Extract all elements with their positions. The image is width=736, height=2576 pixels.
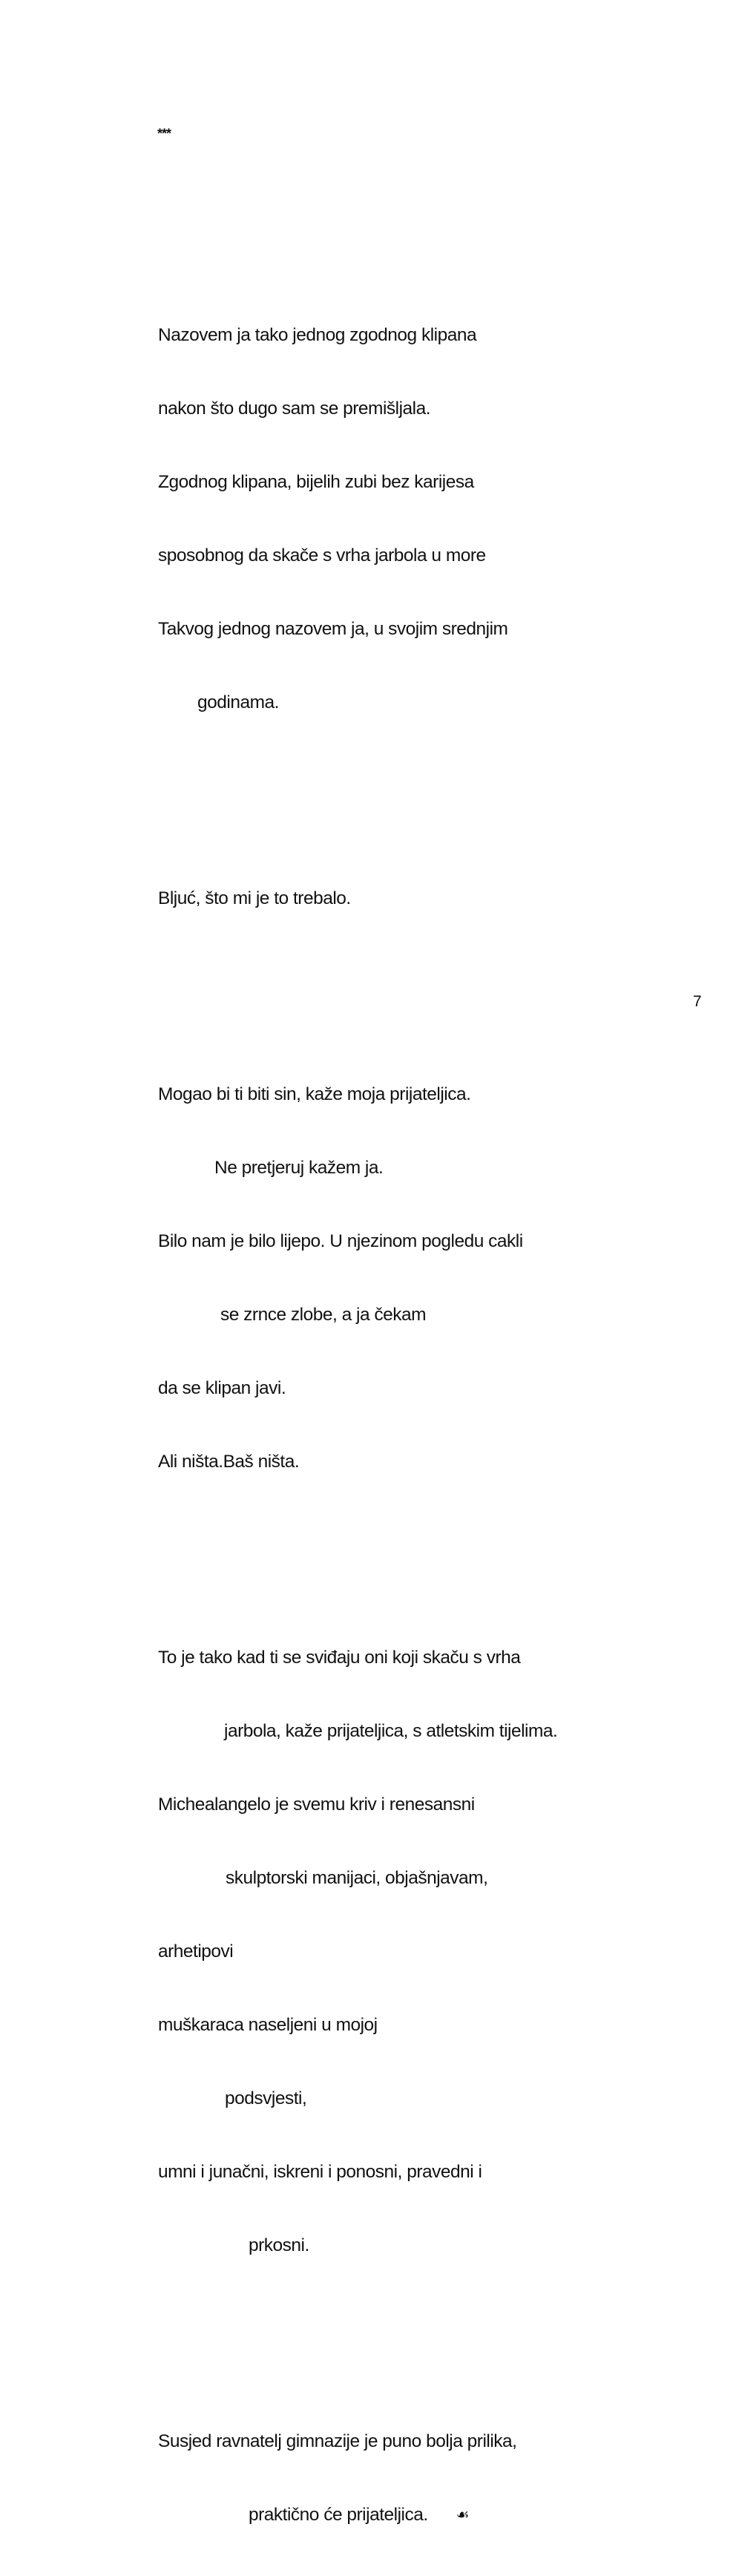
poem (158, 249, 677, 2576)
poem-line: muškaraca naseljeni u mojoj (158, 2015, 378, 2035)
poem-line: Nazovem ja tako jednog zgodnog klipana (158, 325, 477, 345)
stanza-break (158, 1523, 677, 1547)
poem-line-text: praktično će prijateljica. (249, 2505, 428, 2525)
poem-line-indented: prkosni. (249, 2235, 309, 2255)
poem-line: Bljuć, što mi je to trebalo. (158, 888, 351, 908)
poem-line-indented: podsvjesti, (225, 2088, 307, 2108)
poem-line: Bilo nam je bilo lijepo. U njezinom pogledu cakli (158, 1231, 523, 1251)
poem-line: umni i junačni, iskreni i ponosni, pravedni i (158, 2162, 482, 2182)
page-number: 7 (693, 993, 702, 1010)
poem-line-indented (158, 2503, 677, 2527)
poem-line: Mogao bi ti biti sin, kaže moja prijateljica. (158, 1084, 471, 1104)
poem-line-indented: godinama. (197, 692, 279, 712)
stanza-break (158, 960, 677, 984)
stanza-break (158, 2307, 677, 2331)
decorative-hand-icon: ☙ (456, 2507, 470, 2524)
poem-line: Michealangelo je svemu kriv i renesansni (158, 1795, 475, 1815)
stanza-break (158, 764, 677, 788)
poem-line-indented: skulptorski manijaci, objašnjavam, (226, 1868, 488, 1888)
poem-line: Susjed ravnatelj gimnazije je puno bolja prilika, (158, 2431, 517, 2451)
poem-line-indented: se zrnce zlobe, a ja čekam (220, 1305, 427, 1325)
poem-line-indented: Ne pretjeruj kažem ja. (214, 1158, 384, 1178)
poem-line-indented: jarbola, kaže prijateljica, s atletskim tijelima. (224, 1721, 558, 1741)
poem-line: Ali ništa.Baš ništa. (158, 1452, 300, 1472)
poem-line: arhetipovi (158, 1941, 234, 1962)
section-marker: *** (157, 126, 171, 141)
poem-line: sposobnog da skače s vrha jarbola u more (158, 545, 486, 566)
poem-line: Zgodnog klipana, bijelih zubi bez karijesa (158, 472, 474, 492)
poem-line: nakon što dugo sam se premišljala. (158, 399, 431, 419)
poem-line: da se klipan javi. (158, 1378, 286, 1398)
poem-line: To je tako kad ti se sviđaju oni koji skaču s vrha (158, 1648, 521, 1668)
poem-line: Takvog jednog nazovem ja, u svojim srednjim (158, 619, 508, 639)
